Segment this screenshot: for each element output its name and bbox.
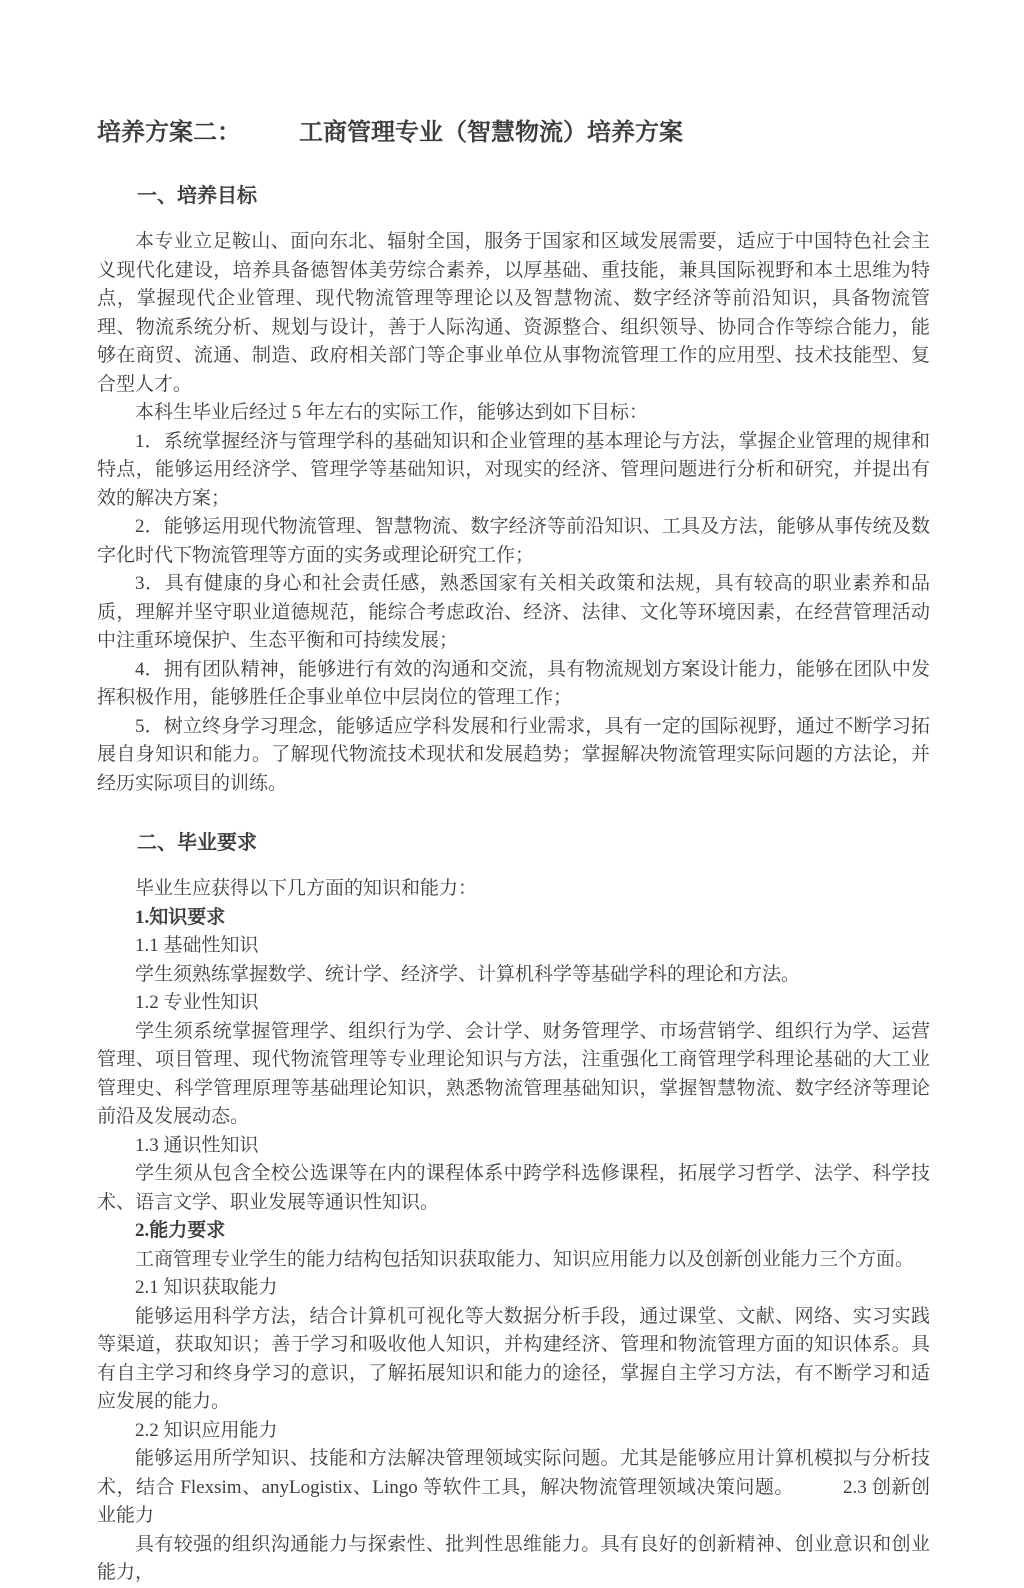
paragraph: 本科生毕业后经过 5 年左右的实际工作，能够达到如下目标： [135,402,649,423]
paragraph: 学生须熟练掌握数学、统计学、经济学、计算机科学等基础学科的理论和方法。 [135,963,801,985]
paragraph: 学生须从包含全校公选课等在内的课程体系中跨学科选修课程，拓展学习哲学、法学、科学技术、语言文学、职业发展等通识性知识。 [97,1163,930,1213]
paragraph: 具有较强的组织沟通能力与探索性、批判性思维能力。具有良好的创新精神、创业意识和创业能力， [97,1533,930,1583]
paragraph: 能够运用科学方法，结合计算机可视化等大数据分析手段，通过课堂、文献、网络、实习实践等渠道，获取知识；善于学习和吸收他人知识，并构建经济、管理和物流管理方面的知识体系。具有自主学习和终身学习的意识，了解拓展知识和能力的途径，掌握自主学习方法，有不断学习和适应发展的能力。 [97,1305,930,1412]
document-title [97,112,930,147]
paragraph: 工商管理专业学生的能力结构包括知识获取能力、知识应用能力以及创新创业能力三个方面。 [135,1248,915,1270]
section-heading-training-goal: 一、培养目标 [137,185,257,207]
subheading-general-knowledge: 1.3 通识性知识 [135,1134,259,1156]
list-item-goal-1: 1．系统掌握经济与管理学科的基础知识和企业管理的基本理论与方法，掌握企业管理的规律和特点，能够运用经济学、管理学等基础知识，对现实的经济、管理问题进行分析和研究，并提出有效的解决方案； [97,430,930,509]
subheading-basic-knowledge: 1.1 基础性知识 [135,935,259,956]
title-main: 工商管理专业（智慧物流）培养方案 [299,120,683,146]
subheading-professional-knowledge: 1.2 专业性知识 [135,992,259,1013]
paragraph: 本专业立足鞍山、面向东北、辐射全国，服务于国家和区域发展需要，适应于中国特色社会主义现代化建设，培养具备德智体美劳综合素养，以厚基础、重技能，兼具国际视野和本土思维为特点，掌握现代企业管理、现代物流管理等理论以及智慧物流、数字经济等前沿知识，具备物流管理、物流系统分析、规划与设计，善于人际沟通、资源整合、组织领导、协同合作等综合能力，能够在商贸、流通、制造、政府相关部门等企事业单位从事物流管理工作的应用型、技术技能型、复合型人才。 [97,231,930,395]
list-item-goal-5: 5．树立终身学习理念，能够适应学科发展和行业需求，具有一定的国际视野，通过不断学习拓展自身知识和能力。了解现代物流技术现状和发展趋势；掌握解决物流管理实际问题的方法论，并经历实际项目的训练。 [97,715,930,794]
list-item-goal-2: 2．能够运用现代物流管理、智慧物流、数字经济等前沿知识、工具及方法，能够从事传统及数字化时代下物流管理等方面的实务或理论研究工作； [97,516,930,566]
list-item-goal-3: 3．具有健康的身心和社会责任感，熟悉国家有关相关政策和法规，具有较高的职业素养和品质，理解并坚守职业道德规范，能综合考虑政治、经济、法律、文化等环境因素，在经营管理活动中注重环境保护、生态平衡和可持续发展； [97,573,930,651]
title-label: 培养方案二： [97,120,241,146]
paragraph: 学生须系统掌握管理学、组织行为学、会计学、财务管理学、市场营销学、组织行为学、运营管理、项目管理、现代物流管理等专业理论知识与方法，注重强化工商管理学科理论基础的大工业管理史、科学管理原理等基础理论知识，熟悉物流管理基础知识，掌握智慧物流、数字经济等理论前沿及发展动态。 [97,1020,930,1127]
subheading-knowledge-requirements: 1.知识要求 [135,906,226,928]
subheading-knowledge-application: 2.2 知识应用能力 [135,1419,278,1441]
subheading-knowledge-acquisition: 2.1 知识获取能力 [135,1277,278,1298]
subheading-ability-requirements: 2.能力要求 [135,1220,226,1241]
paragraph: 毕业生应获得以下几方面的知识和能力： [135,878,478,899]
paragraph: 能够运用所学知识、技能和方法解决管理领域实际问题。尤其是能够应用计算机模拟与分析技术，结合 Flexsim、anyLogistix、Lingo 等软件工具，解决物流管理领域决策问题。 2.3 创新创业能力 [97,1448,930,1526]
list-item-goal-4: 4．拥有团队精神，能够进行有效的沟通和交流，具有物流规划方案设计能力，能够在团队中发挥积极作用，能够胜任企事业单位中层岗位的管理工作； [97,658,930,708]
section-heading-graduation-requirements: 二、毕业要求 [137,832,257,854]
